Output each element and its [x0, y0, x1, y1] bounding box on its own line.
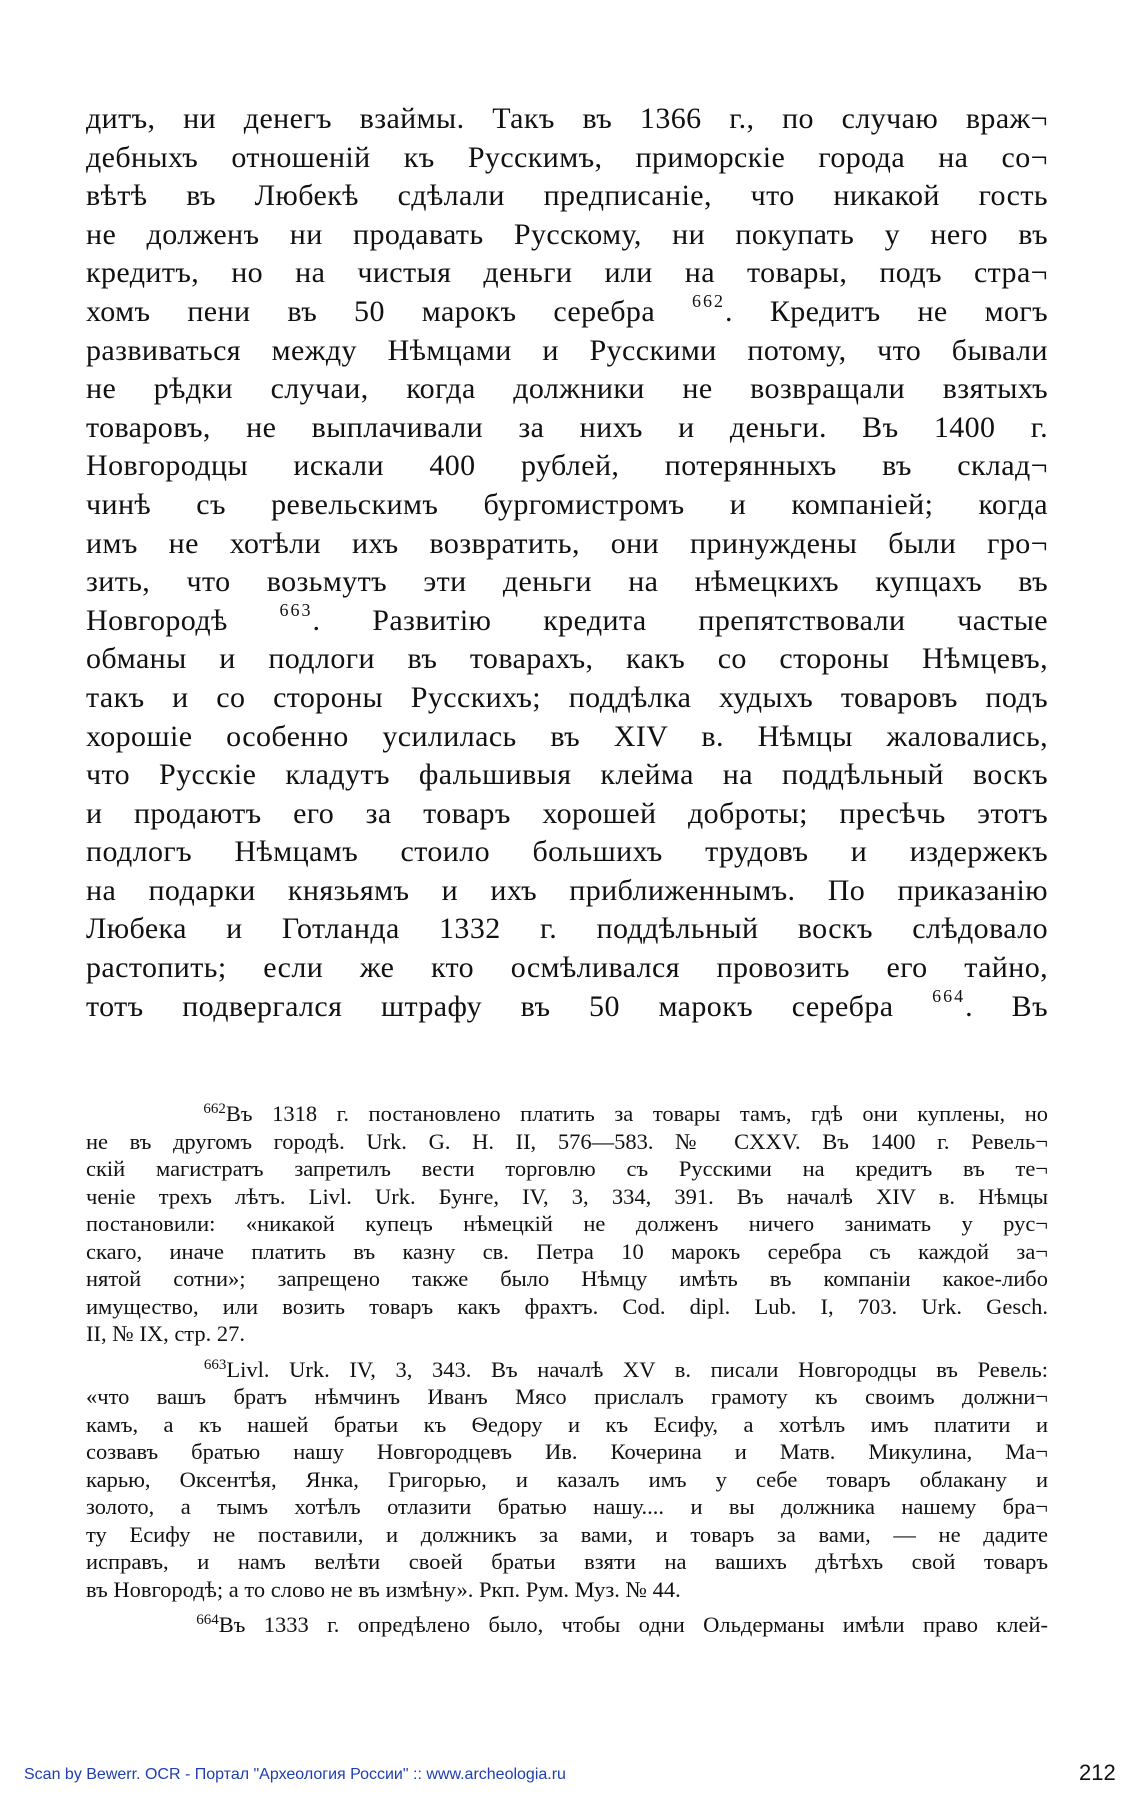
body-line: и продаютъ его за товаръ хорошей доброты; пресѣчь этотъ: [86, 796, 1048, 830]
footnote-number: 663: [203, 1356, 227, 1373]
footnote-line: золото, а тымъ хотѣлъ отлазити братью нашу.... и вы должника нашему бра¬: [86, 1494, 1048, 1519]
body-line: такъ и со стороны Русскихъ; поддѣлка худыхъ товаровъ подъ: [86, 680, 1048, 714]
footnote-line: камъ, а къ нашей братьи къ Ѳедору и къ Есифу, а хотѣлъ имъ платити и: [86, 1411, 1048, 1437]
footnote-line: въ Новгородѣ; а то слово не въ измѣну». Ркп. Рум. Муз. № 44.: [86, 1576, 681, 1602]
footnote-664: [86, 1611, 1048, 1639]
body-line: что Русскіе кладутъ фальшивыя клейма на поддѣльный воскъ: [86, 758, 1048, 792]
footnote-ref-664[interactable]: 664: [932, 985, 966, 1006]
body-line: подлогъ Нѣмцамъ стоило большихъ трудовъ и издержекъ: [86, 835, 1048, 869]
footnote-line: ту Есифу не поставили, и должникъ за вами, и товаръ за вами, — не дадите: [86, 1521, 1048, 1547]
footnote-line: $^{664}$Въ 1333 г. опредѣлено было, чтобы одни Ольдерманы имѣли право клей-: [196, 1612, 1048, 1637]
body-text: [86, 100, 1048, 1026]
footnote-line: скаго, иначе платить въ казну св. Петра 10 марокъ серебра съ каждой за¬: [86, 1238, 1048, 1264]
footnote-number: 662: [203, 1101, 226, 1117]
body-line: развиваться между Нѣмцами и Русскими потому, что бывали: [86, 333, 1048, 367]
footnote-line: $^{662}$Въ 1318 г. постановлено платить за товары тамъ, гдѣ они куплены, но: [203, 1101, 1049, 1126]
scan-credit-link[interactable]: Scan by Bewerr. OCR - Портал "Археология России" :: www.archeologia.ru: [24, 1766, 566, 1783]
footnote-line: исправъ, и намъ велѣти своей братьи взяти на вашихъ дѣтѣхъ свой товаръ: [86, 1549, 1048, 1574]
body-line: имъ не хотѣли ихъ возвратить, они принуждены были гро¬: [86, 526, 1048, 560]
footnote-662: [86, 1100, 1048, 1348]
footnotes: [86, 1100, 1048, 1647]
footnote-number: 664: [196, 1612, 219, 1628]
body-line: чинѣ съ ревельскимъ бургомистромъ и компаніей; когда: [86, 487, 1048, 521]
footnote-line: не въ другомъ городѣ. Urk. G. H. II, 576—583. № CXXV. Въ 1400 г. Ревель¬: [86, 1128, 1048, 1154]
body-line: кредитъ, но на чистыя деньги или на товары, подъ стра¬: [86, 256, 1048, 290]
footnote-line: карью, Оксентѣя, Янка, Григорью, и казалъ имъ у себе товаръ облакану и: [86, 1466, 1048, 1492]
body-line: вѣтѣ въ Любекѣ сдѣлали предписаніе, что никакой гость: [86, 179, 1048, 213]
body-line: товаровъ, не выплачивали за нихъ и деньги. Въ 1400 г.: [86, 410, 1048, 444]
footnote-line: имущество, или возить товаръ какъ фрахтъ. Cod. dipl. Lub. I, 703. Urk. Gesch.: [86, 1293, 1048, 1319]
footnote-line: II, № IX, стр. 27.: [86, 1321, 246, 1346]
body-line: обманы и подлоги въ товарахъ, какъ со стороны Нѣмцевъ,: [86, 642, 1048, 676]
footnote-line: $^{663}$Livl. Urk. IV, 3, 343. Въ началѣ XV в. писали Новгородцы въ Ревель:: [203, 1356, 1048, 1382]
body-line: хомъ пени въ 50 марокъ серебра $^{662}$. Кредитъ не могъ: [86, 290, 1049, 328]
body-line: не долженъ ни продавать Русскому, ни покупать у него въ: [86, 217, 1048, 251]
body-line: зить, что возьмутъ эти деньги на нѣмецкихъ купцахъ въ: [86, 565, 1048, 599]
body-line: Новгородѣ $^{663}$. Развитію кредита препятствовали частые: [86, 599, 1049, 637]
page-number: 212: [1079, 1760, 1116, 1785]
body-line: дитъ, ни денегъ взаймы. Такъ въ 1366 г., по случаю враж¬: [86, 102, 1048, 135]
body-line: хорошіе особенно усилилась въ XIV в. Нѣмцы жаловались,: [86, 719, 1048, 753]
body-line: Новгородцы искали 400 рублей, потерянныхъ въ склад¬: [86, 449, 1048, 483]
footnote-line: созвавъ братью нашу Новгородцевъ Ив. Кочерина и Матв. Микулина, Ма¬: [86, 1439, 1048, 1464]
footnote-663: [86, 1356, 1048, 1604]
body-line: дебныхъ отношеній къ Русскимъ, приморскіе города на со¬: [86, 140, 1048, 174]
footnote-line: постановили: «никакой купецъ нѣмецкій не долженъ ничего занимать у рус¬: [86, 1211, 1048, 1236]
body-line: не рѣдки случаи, когда должники не возвращали взятыхъ: [86, 372, 1048, 406]
footnote-line: нятой сотни»; запрещено также было Нѣмцу имѣть въ компаніи какое-либо: [86, 1266, 1048, 1291]
footnote-ref-663[interactable]: 663: [279, 599, 313, 620]
footnote-line: ченіе трехъ лѣтъ. Livl. Urk. Бунге, IV, 3, 334, 391. Въ началѣ XIV в. Нѣмцы: [86, 1183, 1048, 1209]
body-line: Любека и Готланда 1332 г. поддѣльный воскъ слѣдовало: [86, 912, 1048, 946]
footnote-line: «что вашъ братъ нѣмчинъ Иванъ Мясо прислалъ грамоту къ своимъ должни¬: [86, 1384, 1048, 1409]
body-line: на подарки князьямъ и ихъ приближеннымъ. По приказанію: [86, 873, 1048, 907]
footnote-line: скій магистратъ запретилъ вести торговлю съ Русскими на кредитъ въ те¬: [86, 1156, 1048, 1181]
body-line: растопить; если же кто осмѣливался провозить его тайно,: [86, 951, 1048, 985]
body-line: тотъ подвергался штрафу въ 50 марокъ серебра $^{664}$. Въ: [86, 985, 1048, 1023]
footnote-ref-662[interactable]: 662: [692, 290, 725, 311]
